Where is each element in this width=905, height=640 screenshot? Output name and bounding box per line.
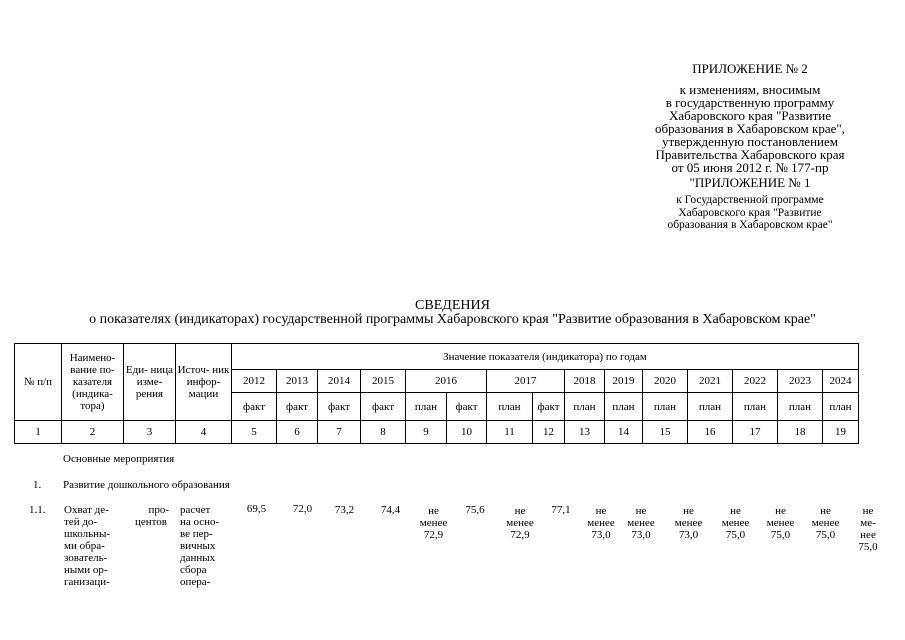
year-2016: 2016 <box>406 370 487 393</box>
value-line: менее <box>674 517 703 529</box>
col-number: 4 <box>176 421 232 444</box>
year-2022: 2022 <box>733 370 778 393</box>
col-number: 16 <box>688 421 733 444</box>
col-header-source: Источ- ник инфор- мации <box>176 344 232 421</box>
subtype-cell: факт <box>232 393 277 421</box>
name-line: тей до- <box>64 516 98 528</box>
subtype-cell: план <box>487 393 533 421</box>
subtype-cell: факт <box>533 393 565 421</box>
col-number: 9 <box>406 421 447 444</box>
subtype-cell: план <box>643 393 688 421</box>
value-line: не <box>428 505 439 517</box>
subtype-cell: план <box>823 393 859 421</box>
value-line: не <box>862 505 874 517</box>
appendix2-line: Правительства Хабаровского края <box>655 147 845 162</box>
value-line: не <box>514 505 526 517</box>
col-number: 17 <box>733 421 778 444</box>
value-line: не <box>635 505 647 517</box>
row-1-1-number: 1.1. <box>29 504 46 516</box>
value-line: менее <box>419 517 448 529</box>
subtype-cell: факт <box>277 393 318 421</box>
value-line: нее <box>860 529 876 541</box>
appendix1-title: "ПРИЛОЖЕНИЕ № 1 <box>689 175 811 190</box>
value-line: 73,0 <box>591 529 611 541</box>
indicators-table-header <box>14 343 859 444</box>
value-2016-fact: 75,6 <box>465 504 485 516</box>
year-2013: 2013 <box>277 370 318 393</box>
appendix1-line: Хабаровского края "Развитие <box>678 206 822 219</box>
value-line: 75,0 <box>770 529 791 541</box>
value-2023 <box>803 505 848 541</box>
col-header-num: № п/п <box>15 344 62 421</box>
appendix1-line: к Государственной программе <box>676 194 824 206</box>
subtype-cell: план <box>605 393 643 421</box>
source-line: ве пер- <box>180 528 213 540</box>
col-number: 8 <box>361 421 406 444</box>
year-2019: 2019 <box>605 370 643 393</box>
value-line: 72,9 <box>510 529 530 541</box>
name-line: ными ор- <box>64 564 108 576</box>
value-line: не <box>775 505 786 517</box>
subtype-cell: факт <box>447 393 487 421</box>
value-line: не <box>730 505 741 517</box>
value-line: менее <box>627 517 655 529</box>
value-line: не <box>595 505 607 517</box>
col-number: 14 <box>605 421 643 444</box>
value-line: менее <box>721 517 750 529</box>
appendix2-text <box>600 83 900 174</box>
year-2023: 2023 <box>778 370 823 393</box>
value-line: менее <box>587 517 615 529</box>
source-line: расчет <box>180 504 211 516</box>
name-line: ганизаци- <box>64 576 110 588</box>
name-line: школьны- <box>64 528 111 540</box>
col-number: 1 <box>15 421 62 444</box>
value-line: менее <box>766 517 795 529</box>
appendix2-line: утвержденную постановлением <box>661 134 838 149</box>
value-line: не <box>820 505 831 517</box>
value-line: не <box>683 505 694 517</box>
year-2024: 2024 <box>823 370 859 393</box>
subtype-cell: план <box>778 393 823 421</box>
source-line: опера- <box>180 576 211 588</box>
year-2012: 2012 <box>232 370 277 393</box>
value-2021 <box>713 505 758 541</box>
year-2015: 2015 <box>361 370 406 393</box>
appendix2-line: к изменениям, вносимым <box>679 82 821 97</box>
col-number: 18 <box>778 421 823 444</box>
appendix1-text <box>600 194 900 232</box>
col-number: 19 <box>823 421 859 444</box>
col-header-values: Значение показателя (индикатора) по годам <box>232 344 859 370</box>
col-number: 13 <box>565 421 605 444</box>
col-number: 3 <box>124 421 176 444</box>
appendix2-title: ПРИЛОЖЕНИЕ № 2 <box>692 61 808 76</box>
value-line: 73,0 <box>678 529 699 541</box>
subtype-cell: план <box>406 393 447 421</box>
value-2018 <box>581 505 621 541</box>
appendix2-line: Хабаровского края "Развитие <box>668 108 832 123</box>
value-line: 75,0 <box>815 529 836 541</box>
section-main-activities: Основные мероприятия <box>63 453 175 465</box>
value-2016-plan <box>413 505 454 541</box>
subtype-cell: план <box>565 393 605 421</box>
value-line: 75,0 <box>858 541 878 553</box>
name-line: зователь- <box>64 552 108 564</box>
col-header-unit: Еди- ница изме- рения <box>124 344 176 421</box>
value-2020 <box>666 505 711 541</box>
value-line: ме- <box>860 517 876 529</box>
year-2017: 2017 <box>487 370 565 393</box>
value-line: 72,9 <box>423 529 444 541</box>
source-line: сбора <box>180 564 207 576</box>
section-1-title: Развитие дошкольного образования <box>63 479 230 491</box>
section-1-number: 1. <box>33 479 42 491</box>
document-title: СВЕДЕНИЯ <box>415 298 490 313</box>
source-line: на осно- <box>180 516 220 528</box>
row-1-1-source <box>180 504 219 588</box>
appendix2-line: от 05 июня 2012 г. № 177-пр <box>671 160 829 175</box>
value-2017-plan <box>497 505 543 541</box>
col-number: 7 <box>318 421 361 444</box>
col-number: 10 <box>447 421 487 444</box>
unit-line: центов <box>134 516 167 528</box>
col-number: 11 <box>487 421 533 444</box>
source-line: вичных <box>180 540 216 552</box>
value-2013: 72,0 <box>292 503 313 515</box>
name-line: Охват де- <box>64 504 109 516</box>
row-1-1-indicator-name <box>64 504 110 588</box>
unit-line: про- <box>148 504 169 516</box>
year-2018: 2018 <box>565 370 605 393</box>
col-header-name: Наимено- вание по- казателя (индика- тора) <box>62 344 124 421</box>
value-line: 73,0 <box>631 529 651 541</box>
appendix2-line: в государственную программу <box>665 95 835 110</box>
col-number: 6 <box>277 421 318 444</box>
appendix1-line: образования в Хабаровском крае" <box>667 219 833 231</box>
subtype-cell: факт <box>361 393 406 421</box>
source-line: данных <box>180 552 216 564</box>
col-number: 15 <box>643 421 688 444</box>
value-2022 <box>758 505 803 541</box>
appendix2-line: образования в Хабаровском крае", <box>655 121 845 136</box>
document-subtitle: о показателях (индикаторах) государственной программы Хабаровского края "Развитие образования в Хабаровском крае" <box>89 312 816 327</box>
value-2012: 69,5 <box>246 503 267 515</box>
value-line: 75,0 <box>725 529 746 541</box>
col-number: 2 <box>62 421 124 444</box>
value-2014: 73,2 <box>334 504 355 516</box>
value-2017-fact: 77,1 <box>551 504 571 516</box>
value-line: менее <box>811 517 840 529</box>
col-number: 12 <box>533 421 565 444</box>
value-line: менее <box>506 517 534 529</box>
value-2019 <box>622 505 660 541</box>
name-line: ми обра- <box>64 540 105 552</box>
value-2024 <box>850 505 886 553</box>
value-2015: 74,4 <box>380 504 401 516</box>
year-2020: 2020 <box>643 370 688 393</box>
subtype-cell: план <box>688 393 733 421</box>
subtype-cell: план <box>733 393 778 421</box>
row-1-1-unit <box>125 504 177 528</box>
year-2021: 2021 <box>688 370 733 393</box>
col-number: 5 <box>232 421 277 444</box>
subtype-cell: факт <box>318 393 361 421</box>
year-2014: 2014 <box>318 370 361 393</box>
